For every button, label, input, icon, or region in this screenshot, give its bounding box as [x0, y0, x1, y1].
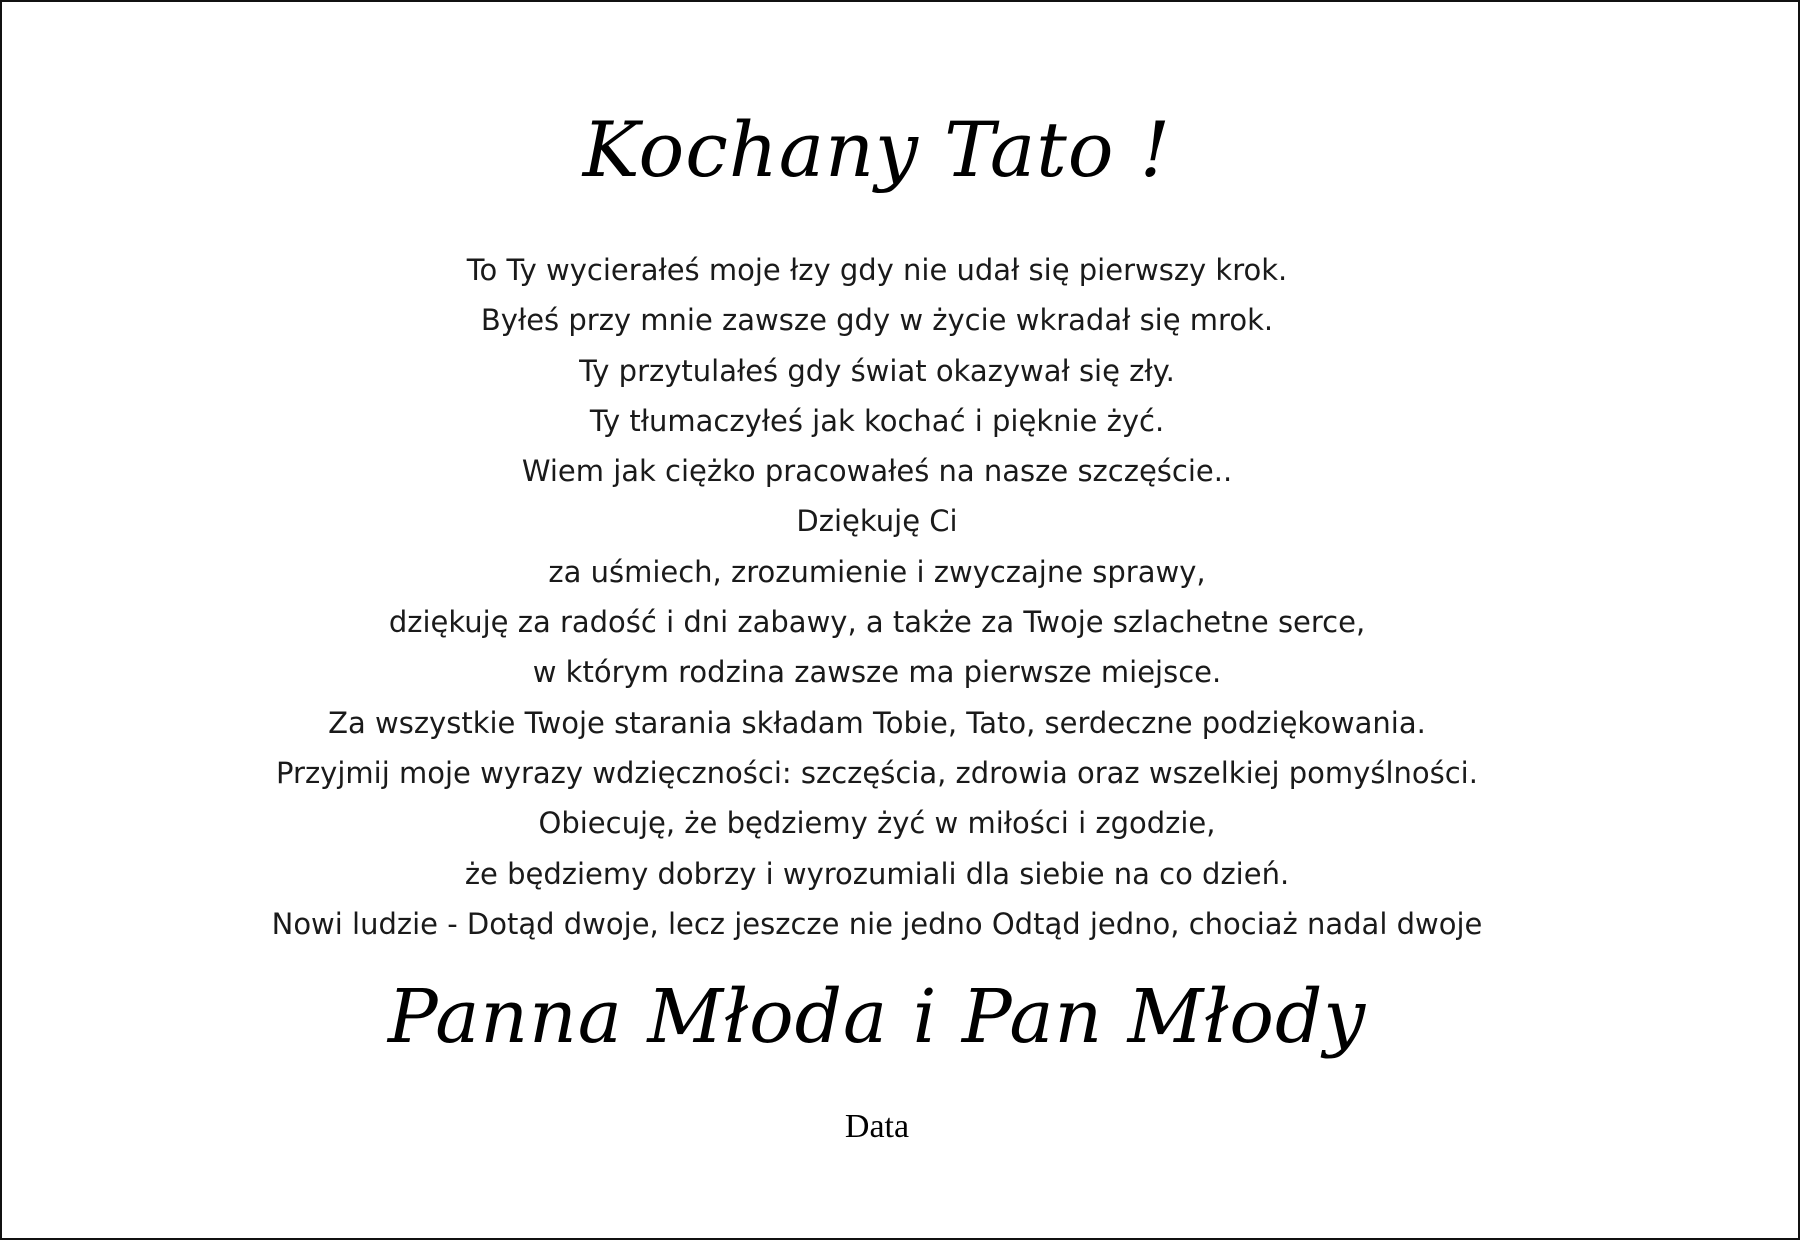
- poem-line: Ty tłumaczyłeś jak kochać i pięknie żyć.: [589, 403, 1165, 438]
- poem-line: Nowi ludzie - Dotąd dwoje, lecz jeszcze nie jedno Odtąd jedno, chociaż nadal dwoje: [271, 906, 1483, 941]
- poem-line: że będziemy dobrzy i wyrozumiali dla siebie na co dzień.: [464, 856, 1290, 891]
- poem-line: Ty przytulałeś gdy świat okazywał się zły.: [579, 353, 1175, 388]
- poem-line: w którym rodzina zawsze ma pierwsze miejsce.: [532, 655, 1222, 690]
- poem-line: dziękuję za radość i dni zabawy, a także za Twoje szlachetne serce,: [388, 605, 1366, 640]
- poem-line: Przyjmij moje wyrazy wdzięczności: szczęścia, zdrowia oraz wszelkiej pomyślności.: [276, 755, 1478, 790]
- poem-line: To Ty wycierałeś moje łzy gdy nie udał się pierwszy krok.: [466, 253, 1288, 287]
- poem-line: Wiem jak ciężko pracowałeś na nasze szczęście..: [521, 454, 1233, 489]
- poem-text: [2, 245, 1752, 949]
- poem-line: Obiecuję, że będziemy żyć w miłości i zgodzie,: [538, 806, 1216, 841]
- date-label: Data: [844, 1108, 910, 1145]
- poem-line: Byłeś przy mnie zawsze gdy w życie wkradał się mrok.: [480, 303, 1274, 338]
- greeting-heading: Kochany Tato !: [582, 105, 1172, 194]
- poem-line: Dziękuję Ci: [796, 504, 958, 539]
- poem-line: za uśmiech, zrozumienie i zwyczajne sprawy,: [548, 554, 1206, 589]
- poem-line: Za wszystkie Twoje starania składam Tobie, Tato, serdeczne podziękowania.: [328, 705, 1426, 740]
- signature: Panna Młoda i Pan Młody: [387, 974, 1367, 1060]
